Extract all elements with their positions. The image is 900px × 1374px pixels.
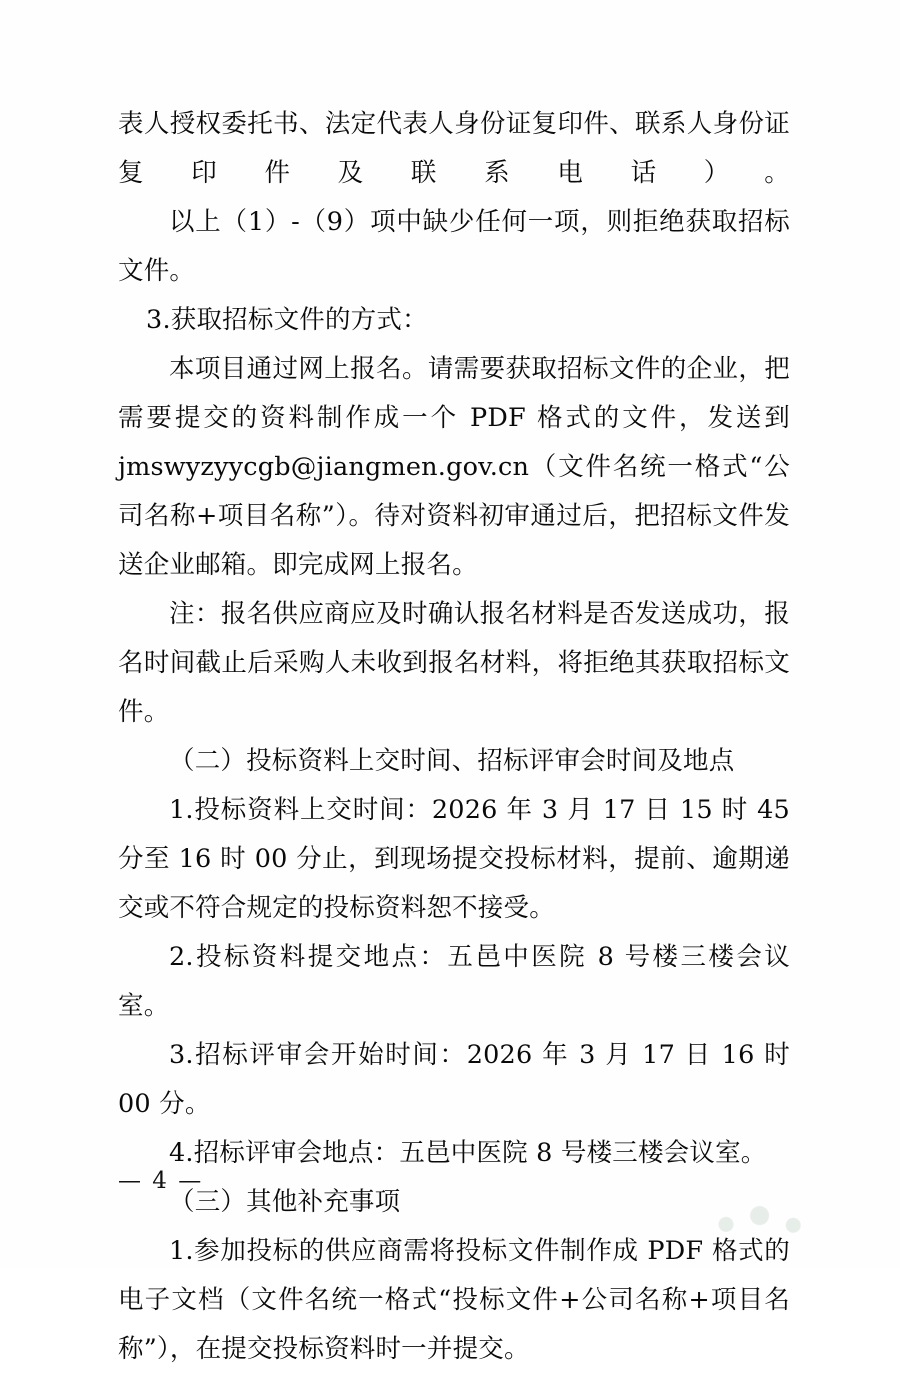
paragraph-supplementary-1: 1.参加投标的供应商需将投标文件制作成 PDF 格式的电子文档（文件名统一格式“投标文件+公司名称+项目名称”），在提交投标资料时一并提交。 [118,1236,790,1364]
paragraph-review-location: 4.招标评审会地点：五邑中医院 8 号楼三楼会议室。 [169,1138,767,1168]
paragraph-submission-time: 1.投标资料上交时间：2026 年 3 月 17 日 15 时 45 分至 16 时 00 分止，到现场提交投标材料，提前、逾期递交或不符合规定的投标资料恕不接受。 [118,795,790,923]
paragraph-3: 3.获取招标文件的方式： [146,305,428,335]
paragraph-submission-location: 2.投标资料提交地点：五邑中医院 8 号楼三楼会议室。 [118,942,790,1021]
section-heading-3: （三）其他补充事项 [169,1187,401,1217]
paragraph-4-email-instructions: 本项目通过网上报名。请需要获取招标文件的企业，把需要提交的资料制作成一个 PDF 格式的文件，发送到 jmswyzyycgb@jiangmen.gov.cn（文件名统一格式“公司名称+项目名称”）。待对资料初审通过后，把招标文件发送企业邮箱。即完成网上报名。 [118,354,790,580]
paragraph-1: 表人授权委托书、法定代表人身份证复印件、联系人身份证复印件及联系电话）。 [118,109,790,188]
paragraph-5-note: 注：报名供应商应及时确认报名材料是否发送成功，报名时间截止后采购人未收到报名材料，将拒绝其获取招标文件。 [118,599,790,727]
paragraph-2: 以上（1）-（9）项中缺少任何一项，则拒绝获取招标文件。 [118,207,790,286]
page-number: — 4 — [118,1168,204,1194]
paragraph-review-start-time: 3.招标评审会开始时间：2026 年 3 月 17 日 16 时 00 分。 [118,1040,790,1119]
section-heading-2: （二）投标资料上交时间、招标评审会时间及地点 [169,746,735,776]
